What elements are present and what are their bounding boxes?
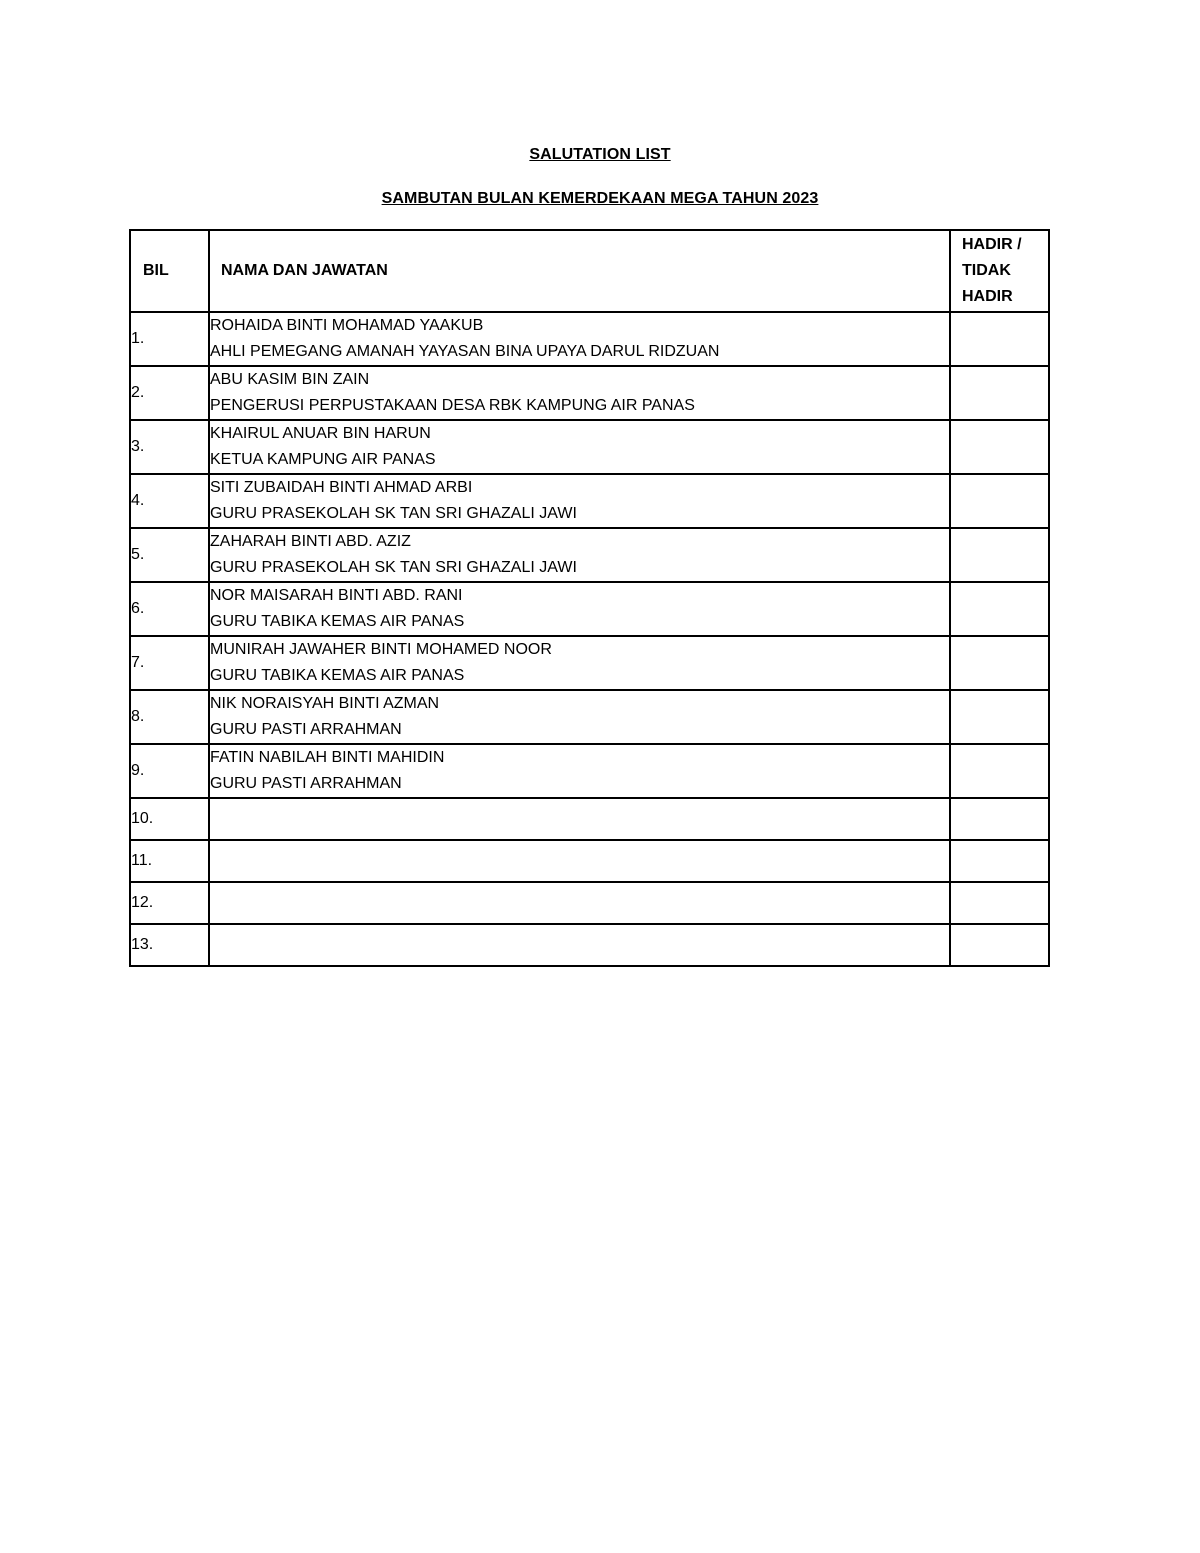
table-row	[130, 366, 1049, 420]
name-position-cell	[209, 690, 950, 744]
attendance-cell	[950, 798, 1049, 840]
person-name: MUNIRAH JAWAHER BINTI MOHAMED NOOR	[210, 641, 552, 658]
attendance-cell	[950, 312, 1049, 366]
name-position-cell	[209, 636, 950, 690]
person-name: NOR MAISARAH BINTI ABD. RANI	[210, 587, 463, 604]
row-number: 7.	[130, 636, 209, 690]
name-position-cell	[209, 366, 950, 420]
name-position-cell	[209, 420, 950, 474]
person-position: GURU TABIKA KEMAS AIR PANAS	[210, 613, 465, 630]
name-position-cell	[209, 582, 950, 636]
table-row	[130, 744, 1049, 798]
table-row	[130, 882, 1049, 924]
person-name: NIK NORAISYAH BINTI AZMAN	[210, 695, 440, 712]
table-row	[130, 798, 1049, 840]
table-row	[130, 528, 1049, 582]
attendance-cell	[950, 474, 1049, 528]
person-position: AHLI PEMEGANG AMANAH YAYASAN BINA UPAYA DARUL RIDZUAN	[210, 343, 720, 360]
person-name: ZAHARAH BINTI ABD. AZIZ	[210, 533, 411, 550]
row-number: 9.	[130, 744, 209, 798]
salutation-table	[129, 229, 1050, 967]
person-name: ABU KASIM BIN ZAIN	[210, 371, 370, 388]
table-row	[130, 690, 1049, 744]
row-number: 4.	[130, 474, 209, 528]
attendance-cell	[950, 924, 1049, 966]
name-position-cell	[209, 798, 950, 840]
attendance-cell	[950, 882, 1049, 924]
table-row	[130, 474, 1049, 528]
person-position: GURU TABIKA KEMAS AIR PANAS	[210, 667, 465, 684]
row-number: 12.	[130, 882, 209, 924]
row-number: 6.	[130, 582, 209, 636]
name-position-cell	[209, 312, 950, 366]
table-row	[130, 924, 1049, 966]
row-number: 10.	[130, 798, 209, 840]
table-row	[130, 840, 1049, 882]
attendance-cell	[950, 690, 1049, 744]
header-bil: BIL	[130, 230, 209, 312]
attendance-cell	[950, 582, 1049, 636]
table-row	[130, 312, 1049, 366]
attendance-cell	[950, 744, 1049, 798]
attendance-cell	[950, 636, 1049, 690]
person-position: GURU PRASEKOLAH SK TAN SRI GHAZALI JAWI	[210, 505, 577, 522]
attendance-cell	[950, 840, 1049, 882]
row-number: 1.	[130, 312, 209, 366]
person-name: KHAIRUL ANUAR BIN HARUN	[210, 425, 431, 442]
name-position-cell	[209, 528, 950, 582]
person-position: GURU PRASEKOLAH SK TAN SRI GHAZALI JAWI	[210, 559, 577, 576]
row-number: 11.	[130, 840, 209, 882]
person-position: PENGERUSI PERPUSTAKAAN DESA RBK KAMPUNG AIR PANAS	[210, 397, 695, 414]
name-position-cell	[209, 924, 950, 966]
attendance-cell	[950, 528, 1049, 582]
person-position: GURU PASTI ARRAHMAN	[210, 775, 402, 792]
attendance-cell	[950, 420, 1049, 474]
name-position-cell	[209, 744, 950, 798]
person-name: FATIN NABILAH BINTI MAHIDIN	[210, 749, 445, 766]
document-subtitle: SAMBUTAN BULAN KEMERDEKAAN MEGA TAHUN 2023	[381, 190, 819, 207]
person-position: GURU PASTI ARRAHMAN	[210, 721, 402, 738]
table-header-row	[130, 230, 1049, 312]
table-row	[130, 636, 1049, 690]
table-row	[130, 582, 1049, 636]
row-number: 5.	[130, 528, 209, 582]
person-name: SITI ZUBAIDAH BINTI AHMAD ARBI	[210, 479, 473, 496]
row-number: 8.	[130, 690, 209, 744]
row-number: 3.	[130, 420, 209, 474]
table-row	[130, 420, 1049, 474]
person-name: ROHAIDA BINTI MOHAMAD YAAKUB	[210, 317, 484, 334]
header-hadir-tidak-hadir: HADIR / TIDAK HADIR	[950, 230, 1049, 312]
row-number: 13.	[130, 924, 209, 966]
name-position-cell	[209, 840, 950, 882]
header-nama-dan-jawatan: NAMA DAN JAWATAN	[209, 230, 950, 312]
name-position-cell	[209, 474, 950, 528]
attendance-cell	[950, 366, 1049, 420]
document-title: SALUTATION LIST	[529, 146, 671, 163]
person-position: KETUA KAMPUNG AIR PANAS	[210, 451, 436, 468]
name-position-cell	[209, 882, 950, 924]
row-number: 2.	[130, 366, 209, 420]
